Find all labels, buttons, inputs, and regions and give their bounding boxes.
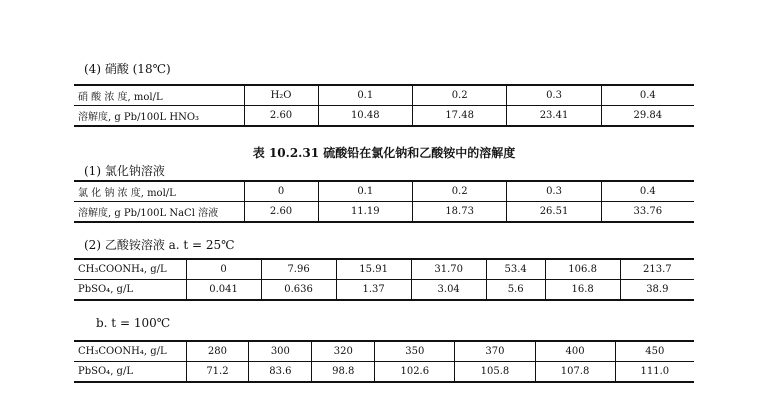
table-cell: 0.3 (507, 85, 601, 106)
table-row (74, 85, 694, 106)
table-cell: 300 (249, 341, 312, 362)
table-cell: 83.6 (249, 362, 312, 383)
table-cell: H₂O (244, 85, 318, 106)
row-label: PbSO₄, g/L (74, 362, 186, 383)
table-cell: 213.7 (620, 259, 694, 280)
table-cell: 0.4 (601, 181, 694, 202)
table-cell: 320 (312, 341, 375, 362)
table-nitric (74, 84, 694, 127)
row-label: 硝 酸 浓 度, mol/L (78, 92, 163, 103)
table-cell: 0.3 (507, 181, 601, 202)
table-cell: 10.48 (318, 106, 412, 127)
row-label: CH₃COONH₄, g/L (78, 346, 167, 357)
table-cell: 400 (535, 341, 615, 362)
row-label: CH₃COONH₄, g/L (78, 264, 167, 275)
table-cell: 29.84 (601, 106, 694, 127)
section-heading-acetate-b: b. t = 100℃ (96, 316, 171, 330)
section-heading-nacl: (1) 氯化钠溶液 (84, 164, 165, 178)
table-cell: 16.8 (545, 280, 620, 301)
table-cell: 0 (186, 259, 261, 280)
table-cell: 71.2 (186, 362, 249, 383)
row-label: 溶解度, g Pb/100L NaCl 溶液 (74, 202, 244, 223)
row-label: 溶解度, g Pb/100L HNO₃ (74, 106, 244, 127)
section-heading-acetate-a: (2) 乙酸铵溶液 a. t = 25℃ (84, 238, 235, 252)
table-cell: 23.41 (507, 106, 601, 127)
table-cell: 0.4 (601, 85, 694, 106)
table-cell: 450 (615, 341, 694, 362)
table-row (74, 259, 694, 280)
table-acetate-b (74, 340, 694, 383)
table-cell: 33.76 (601, 202, 694, 223)
row-label: PbSO₄, g/L (74, 280, 186, 301)
table-cell: 5.6 (486, 280, 545, 301)
table-cell: 280 (186, 341, 249, 362)
table-cell: 107.8 (535, 362, 615, 383)
table-cell: 38.9 (620, 280, 694, 301)
table-cell: 0.2 (412, 85, 506, 106)
table-cell: 111.0 (615, 362, 694, 383)
table-cell: 18.73 (412, 202, 506, 223)
table-cell: 31.70 (411, 259, 486, 280)
table-cell: 53.4 (486, 259, 545, 280)
table-cell: 0.636 (261, 280, 336, 301)
table-row (74, 181, 694, 202)
table-cell: 0.041 (186, 280, 261, 301)
table-row (74, 280, 694, 301)
table-row (74, 202, 694, 223)
table-caption: 表 10.2.31 硫酸铅在氯化钠和乙酸铵中的溶解度 (252, 146, 516, 160)
table-cell: 106.8 (545, 259, 620, 280)
table-acetate-a (74, 258, 694, 301)
table-nacl (74, 180, 694, 223)
table-cell: 2.60 (244, 106, 318, 127)
table-cell: 0.1 (318, 181, 412, 202)
table-cell: 102.6 (375, 362, 455, 383)
table-cell: 26.51 (507, 202, 601, 223)
table-row (74, 341, 694, 362)
table-cell: 370 (455, 341, 535, 362)
section-heading-nitric: (4) 硝酸 (18℃) (84, 62, 171, 76)
table-cell: 350 (375, 341, 455, 362)
row-label: 氯 化 钠 浓 度, mol/L (78, 188, 176, 199)
table-row (74, 362, 694, 383)
table-cell: 3.04 (411, 280, 486, 301)
table-cell: 1.37 (336, 280, 411, 301)
table-cell: 7.96 (261, 259, 336, 280)
table-cell: 11.19 (318, 202, 412, 223)
table-cell: 0.2 (412, 181, 506, 202)
table-cell: 17.48 (412, 106, 506, 127)
table-row (74, 106, 694, 127)
table-cell: 98.8 (312, 362, 375, 383)
table-cell: 0.1 (318, 85, 412, 106)
table-cell: 15.91 (336, 259, 411, 280)
table-cell: 105.8 (455, 362, 535, 383)
table-cell: 0 (244, 181, 318, 202)
table-cell: 2.60 (244, 202, 318, 223)
